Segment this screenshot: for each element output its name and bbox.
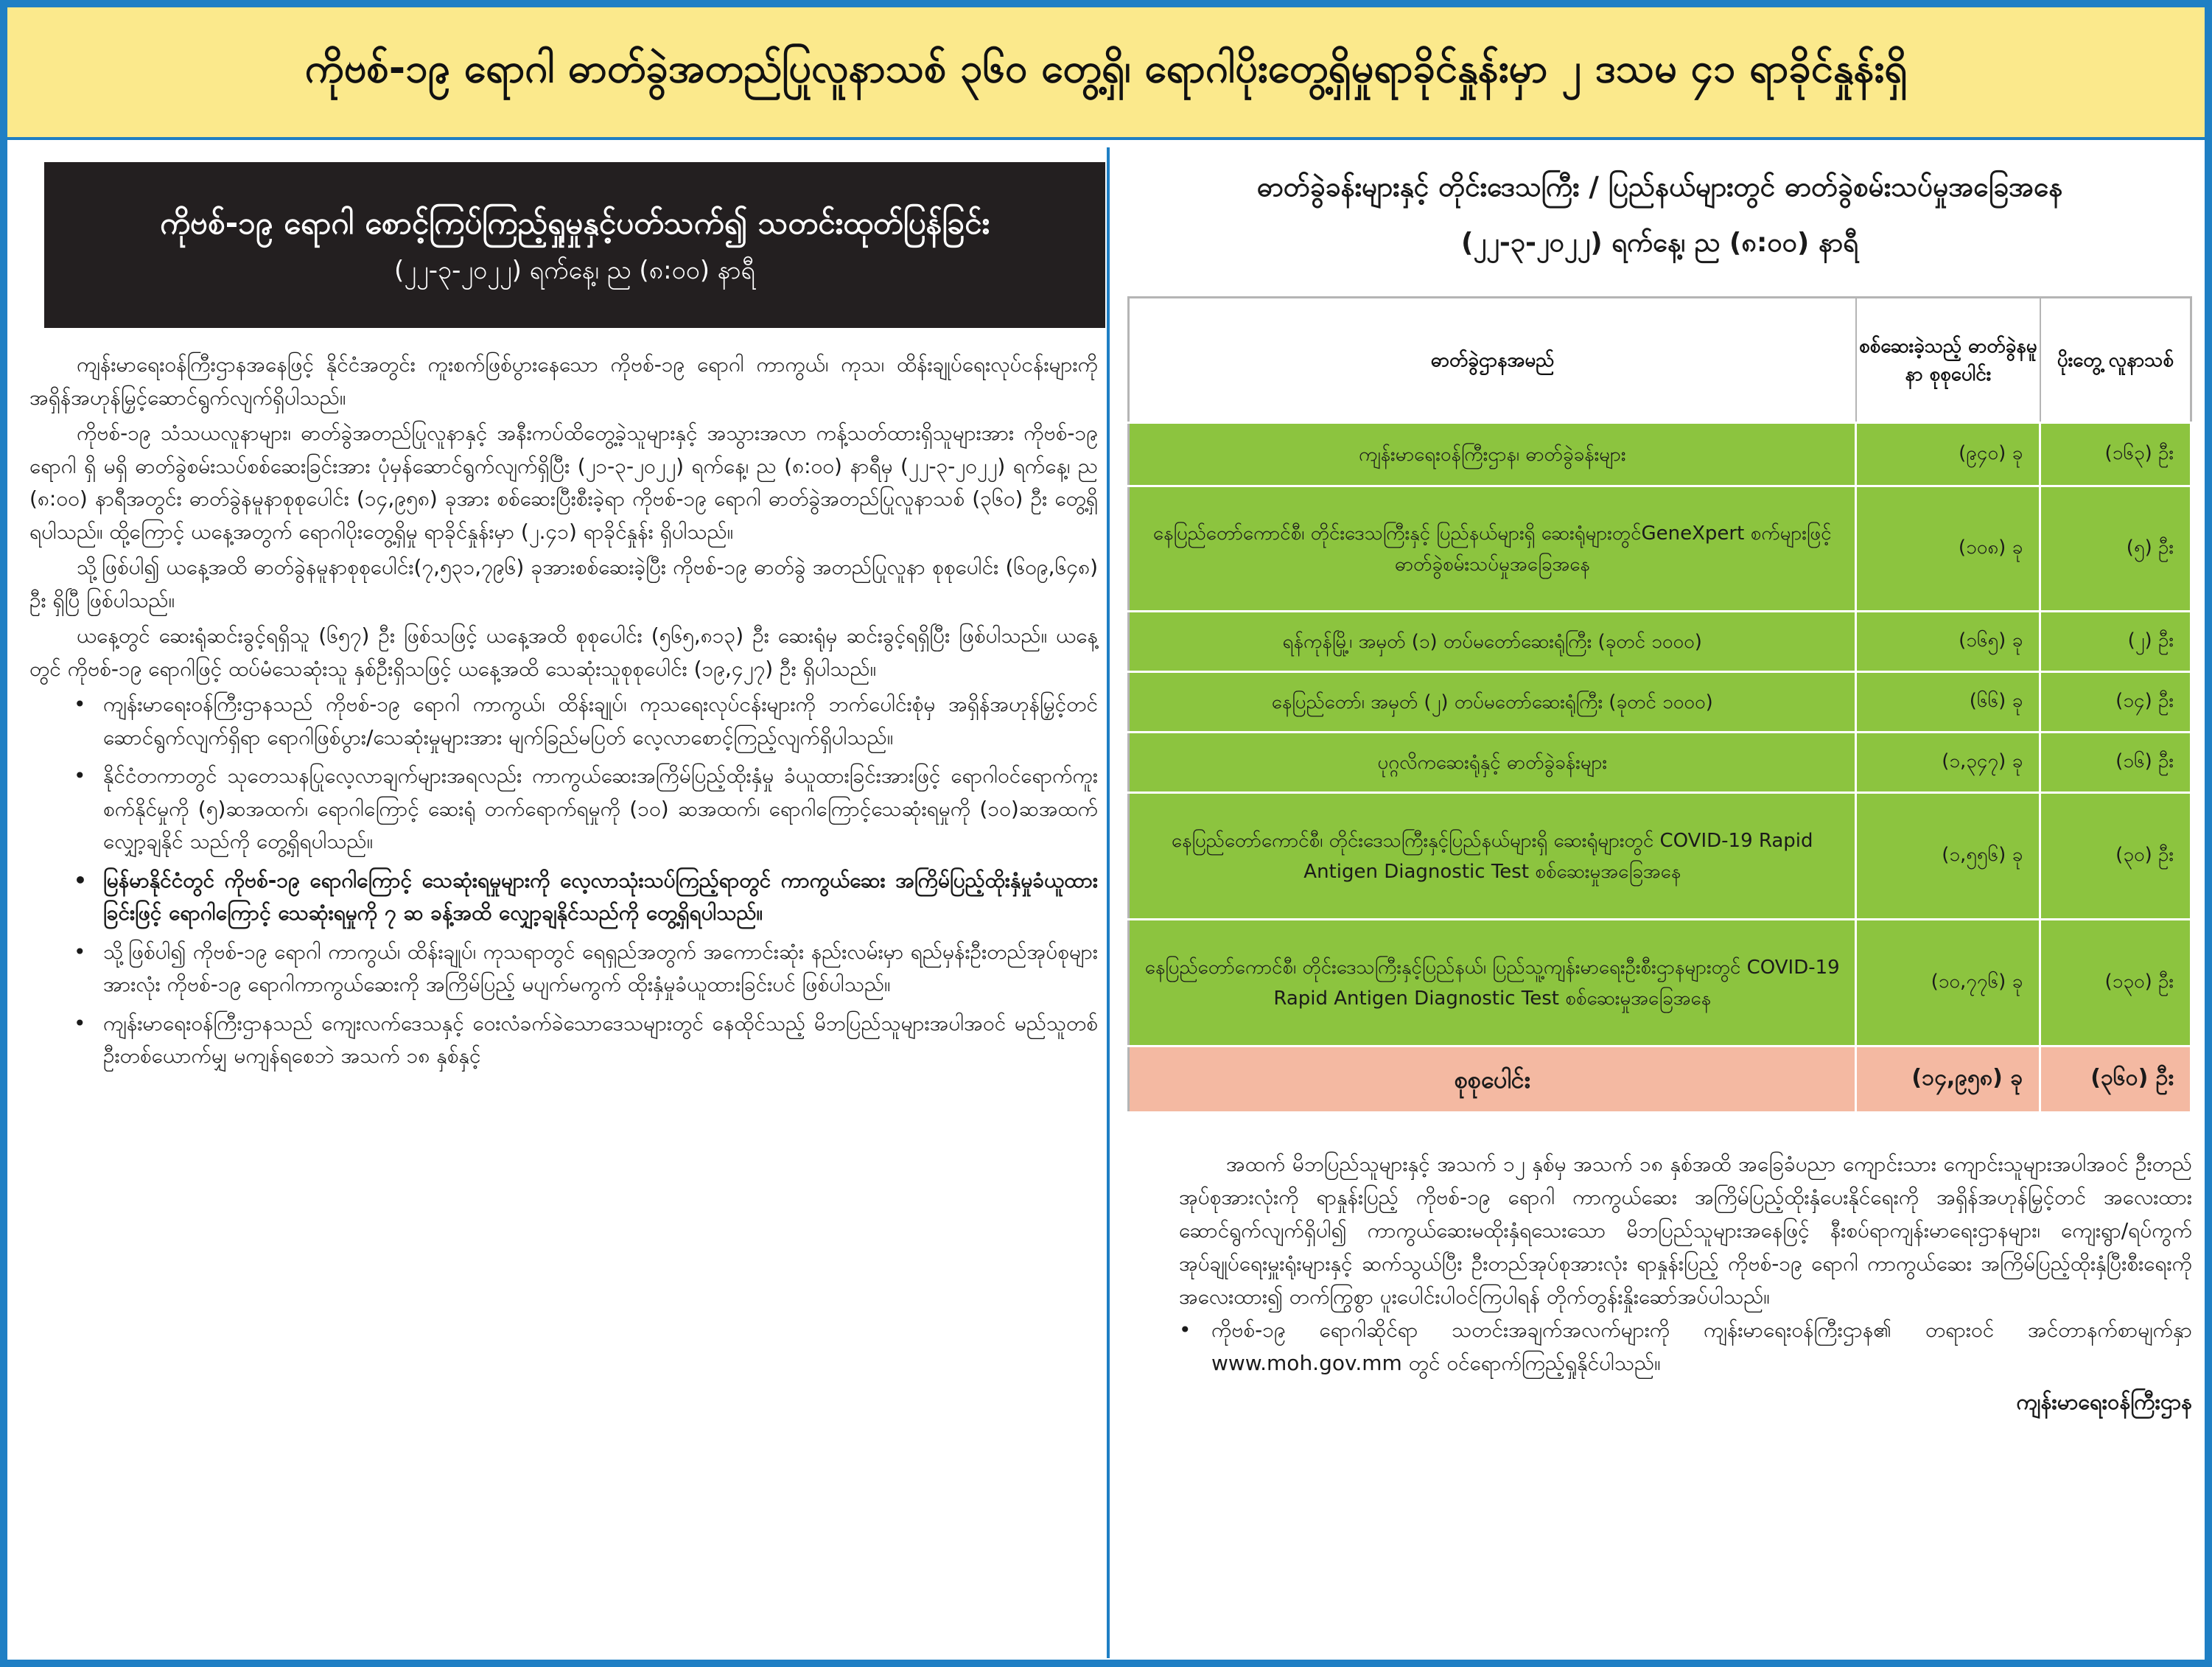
table-row [1129, 920, 2191, 1046]
positive-cell: (၃၀) ဦး [2040, 793, 2191, 920]
samples-cell: (၁၀၈) ခု [1856, 486, 2040, 612]
samples-cell: (၆၆) ခု [1856, 672, 2040, 733]
announcement-date: (၂၂-၃-၂၀၂၂) ရက်နေ့၊ ည (၈:၀၀) နာရီ [394, 255, 755, 285]
paragraph: ကျန်းမာရေးဝန်ကြီးဌာနအနေဖြင့် နိုင်ငံအတွင်း ကူးစက်ဖြစ်ပွားနေသော ကိုဗစ်-၁၉ ရောဂါ ကာကွယ်၊ ကုသ၊ ထိန်းချုပ်ရေးလုပ်ငန်းများကို အရှိန်အဟုန်မြှင့်ဆောင်ရွက်လျက်ရှိပါသည်။ [29, 352, 1098, 410]
lab-name: ပုဂ္ဂလိကဆေးရုံနှင့် ဓာတ်ခွဲခန်းများ [1129, 733, 1856, 793]
positive-cell: (၁၄) ဦး [2040, 672, 2191, 733]
table-title: ဓာတ်ခွဲခန်းများနှင့် တိုင်းဒေသကြီး / ပြည်နယ်များတွင် ဓာတ်ခွဲစမ်းသပ်မှုအခြေအနေ [1256, 171, 2063, 203]
bullet-list [74, 688, 1098, 1073]
total-samples: (၁၄,၉၅၈) ခု [1856, 1046, 2040, 1113]
total-positive: (၃၆၀) ဦး [2040, 1046, 2191, 1113]
samples-cell: (၁၆၅) ခု [1856, 612, 2040, 672]
headline: ကိုဗစ်-၁၉ ရောဂါ ဓာတ်ခွဲအတည်ပြုလူနာသစ် ၃၆၀ တွေ့ရှိ၊ ရောဂါပိုးတွေ့ရှိမှုရာခိုင်နှုန်းမှာ ၂ ဒသမ ၄၁ ရာခိုင်နှုန်းရှိ [7, 7, 2205, 140]
lab-name: နေပြည်တော်ကောင်စီ၊ တိုင်းဒေသကြီးနှင့် ပြည်နယ်များရှိ ဆေးရုံများတွင်GeneXpert စက်များဖြင့် ဓာတ်ခွဲစမ်းသပ်မှုအခြေအနေ [1129, 486, 1856, 612]
paragraph: အထက် မိဘပြည်သူများနှင့် အသက် ၁၂ နှစ်မှ အသက် ၁၈ နှစ်အထိ အခြေခံပညာ ကျောင်းသား ကျောင်းသူများအပါအဝင် ဦးတည်အုပ်စုအားလုံးကို ရာနှုန်းပြည့် ကိုဗစ်-၁၉ ရောဂါ ကာကွယ်ဆေး အကြိမ်ပြည့်ထိုးနှံပေးနိုင်ရေးကို အရှိန်အဟုန်မြှင့်တင် အလေးထားဆောင်ရွက်လျက်ရှိပါ၍ ကာကွယ်ဆေးမထိုးနှံရသေးသော မိဘပြည်သူများအနေဖြင့် နီးစပ်ရာကျန်းမာရေးဌာနများ၊ ကျေးရွာ/ရပ်ကွက် အုပ်ချုပ်ရေးမှူးရုံးများနှင့် ဆက်သွယ်ပြီး ဦးတည်အုပ်စုအားလုံး ရာနှုန်းပြည့် ကိုဗစ်-၁၉ ရောဂါ ကာကွယ်ဆေး အကြိမ်ပြည့်ထိုးနှံပြီးစီးရေးကို အလေးထား၍ တက်ကြွစွာ ပူးပေါင်းပါဝင်ကြပါရန် တိုက်တွန်းနှိုးဆော်အပ်ပါသည်။ [1179, 1152, 2192, 1309]
bullet-item: • ကိုဗစ်-၁၉ ရောဂါဆိုင်ရာ သတင်းအချက်အလက်များကို ကျန်းမာရေးဝန်ကြီးဌာန၏ တရားဝင် အင်တာနက်စာမျက်နှာ www.moh.gov.mm တွင် ဝင်ရောက်ကြည့်ရှုနိုင်ပါသည်။ [1179, 1313, 2192, 1380]
signature: ကျန်းမာရေးဝန်ကြီးဌာန [2016, 1389, 2192, 1414]
right-column [1127, 162, 2192, 1651]
column-divider [1107, 147, 1110, 1658]
table-total-row [1129, 1046, 2191, 1113]
col-header-positive: ပိုးတွေ့ လူနာသစ် [2040, 298, 2191, 423]
positive-cell: (၁၆၃) ဦး [2040, 423, 2191, 486]
announcement-title: ကိုဗစ်-၁၉ ရောဂါ စောင့်ကြပ်ကြည့်ရှုမှုနှင့်ပတ်သက်၍ သတင်းထုတ်ပြန်ခြင်း [160, 204, 990, 241]
positive-cell: (၂) ဦး [2040, 612, 2191, 672]
positive-cell: (၁၃၀) ဦး [2040, 920, 2191, 1046]
lab-name: နေပြည်တော်၊ အမှတ် (၂) တပ်မတော်ဆေးရုံကြီး (ခုတင် ၁၀၀၀) [1129, 672, 1856, 733]
samples-cell: (၉၄၀) ခု [1856, 423, 2040, 486]
positive-cell: (၁၆) ဦး [2040, 733, 2191, 793]
samples-cell: (၁,၅၅၆) ခု [1856, 793, 2040, 920]
positive-cell: (၅) ဦး [2040, 486, 2191, 612]
bullet-item: • ကျန်းမာရေးဝန်ကြီးဌာနသည် ကျေးလက်ဒေသနှင့် ဝေးလံခက်ခဲသောဒေသများတွင် နေထိုင်သည့် မိဘပြည်သူများအပါအဝင် မည်သူတစ်ဦးတစ်ယောက်မျှ မကျန်ရစေဘဲ အသက် ၁၈ နှစ်နှင့် [74, 1007, 1098, 1073]
table-row [1129, 733, 2191, 793]
table-row [1129, 423, 2191, 486]
paragraph: ကိုဗစ်-၁၉ သံသယလူနာများ၊ ဓာတ်ခွဲအတည်ပြုလူနာနှင့် အနီးကပ်ထိတွေ့ခဲ့သူများနှင့် အသွားအလာ ကန့်သတ်ထားရှိသူများအား ကိုဗစ်-၁၉ ရောဂါ ရှိ မရှိ ဓာတ်ခွဲစမ်းသပ်စစ်ဆေးခြင်းအား ပုံမှန်ဆောင်ရွက်လျက်ရှိပြီး (၂၁-၃-၂၀၂၂) ရက်နေ့၊ ည (၈:၀၀) နာရီမှ (၂၂-၃-၂၀၂၂) ရက်နေ့၊ ည (၈:၀၀) နာရီအတွင်း ဓာတ်ခွဲနမူနာစုစုပေါင်း (၁၄,၉၅၈) ခုအား စစ်ဆေးပြီးစီးခဲ့ရာ ကိုဗစ်-၁၉ ရောဂါ ဓာတ်ခွဲအတည်ပြုလူနာသစ် (၃၆၀) ဦး တွေ့ရှိရပါသည်။ ထို့ကြောင့် ယနေ့အတွက် ရောဂါပိုးတွေ့ရှိမှု ရာခိုင်နှုန်းမှာ (၂.၄၁) ရာခိုင်နှုန်း ရှိပါသည်။ [29, 421, 1098, 544]
lab-name: ရန်ကုန်မြို့၊ အမှတ် (၁) တပ်မတော်ဆေးရုံကြီး (ခုတင် ၁၀၀၀) [1129, 612, 1856, 672]
table-row [1129, 672, 2191, 733]
paragraph: သို့ဖြစ်ပါ၍ ယနေ့အထိ ဓာတ်ခွဲနမူနာစုစုပေါင်း(၇,၅၃၁,၇၉၆) ခုအားစစ်ဆေးခဲ့ပြီး ကိုဗစ်-၁၉ ဓာတ်ခွဲ အတည်ပြုလူနာ စုစုပေါင်း (၆၀၉,၆၄၈) ဦး ရှိပြီ ဖြစ်ပါသည်။ [29, 555, 1098, 612]
announcement-box [44, 162, 1105, 328]
table-row [1129, 612, 2191, 672]
lab-name: ကျန်းမာရေးဝန်ကြီးဌာန၊ ဓာတ်ခွဲခန်းများ [1129, 423, 1856, 486]
total-label: စုစုပေါင်း [1129, 1046, 1856, 1113]
table-date: (၂၂-၃-၂၀၂၂) ရက်နေ့၊ ည (၈:၀၀) နာရီ [1461, 228, 1858, 258]
bullet-item: • ကျန်းမာရေးဝန်ကြီးဌာနသည် ကိုဗစ်-၁၉ ရောဂါ ကာကွယ်၊ ထိန်းချုပ်၊ ကုသရေးလုပ်ငန်းများကို ဘက်ပေါင်းစုံမှ အရှိန်အဟုန်မြှင့်တင် ဆောင်ရွက်လျက်ရှိရာ ရောဂါဖြစ်ပွား/သေဆုံးမှုများအား မျက်ခြည်မပြတ် လေ့လာစောင့်ကြည့်လျက်ရှိပါသည်။ [74, 688, 1098, 754]
bullet-item: • သို့ဖြစ်ပါ၍ ကိုဗစ်-၁၉ ရောဂါ ကာကွယ်၊ ထိန်းချုပ်၊ ကုသရာတွင် ရေရှည်အတွက် အကောင်းဆုံး နည်းလမ်းမှာ ရည်မှန်းဦးတည်အုပ်စုများအားလုံး ကိုဗစ်-၁၉ ရောဂါကာကွယ်ဆေးကို အကြိမ်ပြည့် မပျက်မကွက် ထိုးနှံမှုခံယူထားခြင်းပင် ဖြစ်ပါသည်။ [74, 936, 1098, 1002]
bullet-item: • မြန်မာနိုင်ငံတွင် ကိုဗစ်-၁၉ ရောဂါကြောင့် သေဆုံးရမှုများကို လေ့လာသုံးသပ်ကြည့်ရာတွင် ကာကွယ်ဆေး အကြိမ်ပြည့်ထိုးနှံမှုခံယူထားခြင်းဖြင့် ရောဂါကြောင့် သေဆုံးရမှုကို ၇ ဆ ခန့်အထိ လျှော့ချနိုင်သည်ကို တွေ့ရှိရပါသည်။ [74, 864, 1098, 930]
lab-name: နေပြည်တော်ကောင်စီ၊ တိုင်းဒေသကြီးနှင့်ပြည်နယ်၊ ပြည်သူ့ကျန်းမာရေးဦးစီးဌာနများတွင် COVID-19 Rapid Antigen Diagnostic Test စစ်ဆေးမှုအခြေအနေ [1129, 920, 1856, 1046]
table-row [1129, 793, 2191, 920]
left-body [29, 349, 1098, 1073]
bullet-item: • နိုင်ငံတကာတွင် သုတေသနပြုလေ့လာချက်များအရလည်း ကာကွယ်ဆေးအကြိမ်ပြည့်ထိုးနှံမှု ခံယူထားခြင်းအားဖြင့် ရောဂါဝင်ရောက်ကူးစက်နိုင်မှုကို (၅)ဆအထက်၊ ရောဂါကြောင့် ဆေးရုံ တက်ရောက်ရမှုကို (၁၀) ဆအထက်၊ ရောဂါကြောင့်သေဆုံးရမှုကို (၁၀)ဆအထက် လျှော့ချနိုင် သည်ကို တွေ့ရှိရပါသည်။ [74, 760, 1098, 859]
left-column [29, 162, 1098, 1651]
samples-cell: (၁၀,၇၇၆) ခု [1856, 920, 2040, 1046]
paragraph: ယနေ့တွင် ဆေးရုံဆင်းခွင့်ရရှိသူ (၆၅၇) ဦး ဖြစ်သဖြင့် ယနေ့အထိ စုစုပေါင်း (၅၆၅,၈၁၃) ဦး ဆေးရုံမှ ဆင်းခွင့်ရရှိပြီး ဖြစ်ပါသည်။ ယနေ့တွင် ကိုဗစ်-၁၉ ရောဂါဖြင့် ထပ်မံသေဆုံးသူ နှစ်ဦးရှိသဖြင့် ယနေ့အထိ သေဆုံးသူစုစုပေါင်း (၁၉,၄၂၇) ဦး ရှိပါသည်။ [29, 623, 1098, 681]
samples-cell: (၁,၃၄၇) ခု [1856, 733, 2040, 793]
col-header-samples: စစ်ဆေးခဲ့သည့် ဓာတ်ခွဲနမူနာ စုစုပေါင်း [1856, 298, 2040, 423]
right-body [1127, 1147, 2192, 1419]
lab-test-table [1127, 296, 2192, 1114]
table-row [1129, 486, 2191, 612]
table-header-row [1129, 298, 2191, 423]
col-header-lab: ဓာတ်ခွဲဌာနအမည် [1129, 298, 1856, 423]
bullet-list [1179, 1313, 2192, 1380]
lab-name: နေပြည်တော်ကောင်စီ၊ တိုင်းဒေသကြီးနှင့်ပြည်နယ်များရှိ ဆေးရုံများတွင် COVID-19 Rapid Antigen Diagnostic Test စစ်ဆေးမှုအခြေအနေ [1129, 793, 1856, 920]
lab-table-wrap [1127, 296, 2192, 1114]
